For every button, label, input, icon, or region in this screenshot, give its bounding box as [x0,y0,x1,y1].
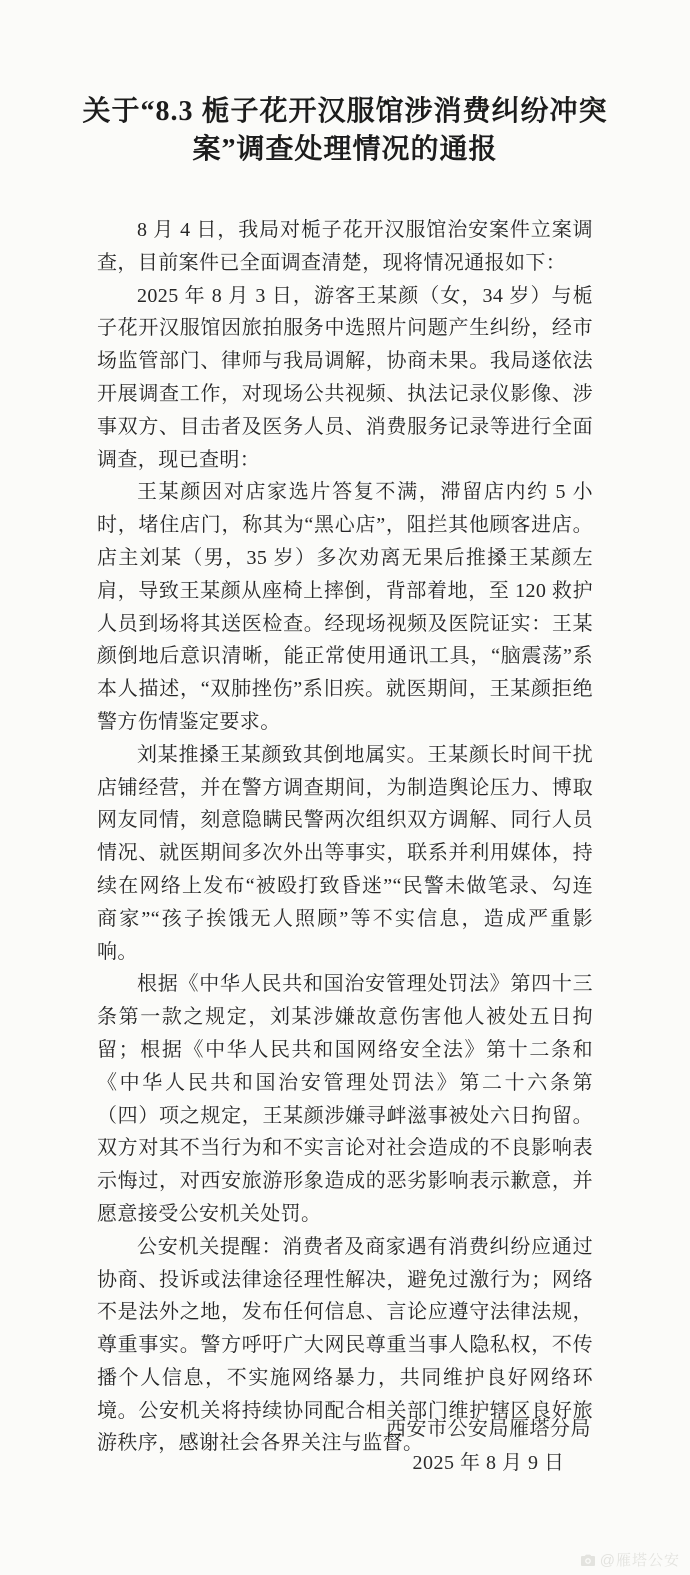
title-line-2: 案”调查处理情况的通报 [192,134,498,165]
paragraph-findings: 王某颜因对店家选片答复不满，滞留店内约 5 小时，堵住店门，称其为“黑心店”，阻拦其他顾客进店。店主刘某（男，35 岁）多次劝离无果后推搡王某颜左肩，导致王某颜从座椅上摔倒，背部着地，至 120 救护人员到场将其送医检查。经现场视频及医院证实：王某颜倒地后意识清晰，能正常使用通讯工具，“脑震荡”系本人描述，“双肺挫伤”系旧疾。就医期间，王某颜拒绝警方伤情鉴定要求。 [97,481,593,733]
paragraph-incident-overview: 2025 年 8 月 3 日，游客王某颜（女，34 岁）与栀子花开汉服馆因旅拍服务中选照片问题产生纠纷，经市场监管部门、律师与我局调解，协商未果。我局遂依法开展调查工作，对现场公共视频、执法记录仪影像、涉事双方、目击者及医务人员、消费服务记录等进行全面调查，现已查明： [97,284,593,471]
watermark [580,1549,680,1570]
paragraph-penalties: 根据《中华人民共和国治安管理处罚法》第四十三条第一款之规定，刘某涉嫌故意伤害他人被处五日拘留；根据《中华人民共和国网络安全法》第十二条和《中华人民共和国治安管理处罚法》第二十六条第（四）项之规定，王某颜涉嫌寻衅滋事被处六日拘留。双方对其不当行为和不实言论对社会造成的不良影响表示悔过，对西安旅游形象造成的恶劣影响表示歉意，并愿意接受公安机关处罚。 [97,973,593,1225]
paragraph-intro: 8 月 4 日，我局对栀子花开汉服馆治安案件立案调查，目前案件已全面调查清楚，现将情况通报如下： [97,219,593,274]
page-title [0,0,690,169]
paragraph-reminder: 公安机关提醒：消费者及商家遇有消费纠纷应通过协商、投诉或法律途径理性解决，避免过激行为；网络不是法外之地，发布任何信息、言论应遵守法律法规，尊重事实。警方呼吁广大网民尊重当事人隐私权，不传播个人信息，不实施网络暴力，共同维护良好网络环境。公安机关将持续协同配合相关部门维护辖区良好旅游秩序，感谢社会各界关注与监督。 [97,1235,593,1455]
signature-block [386,1412,591,1480]
notice-body [97,214,593,1460]
watermark-text: @雁塔公安 [599,1552,680,1569]
weibo-camera-icon [580,1553,596,1567]
signature-date: 2025 年 8 月 9 日 [412,1452,565,1474]
paragraph-conduct: 刘某推搡王某颜致其倒地属实。王某颜长时间干扰店铺经营，并在警方调查期间，为制造舆论压力、博取网友同情，刻意隐瞒民警两次组织双方调解、同行人员情况、就医期间多次外出等事实，联系并利用媒体，持续在网络上发布“被殴打致昏迷”“民警未做笔录、勾连商家”“孩子挨饿无人照顾”等不实信息，造成严重影响。 [97,743,593,963]
signature-agency: 西安市公安局雁塔分局 [386,1418,591,1440]
title-line-1: 关于“8.3 栀子花开汉服馆涉消费纠纷冲突 [82,96,608,127]
